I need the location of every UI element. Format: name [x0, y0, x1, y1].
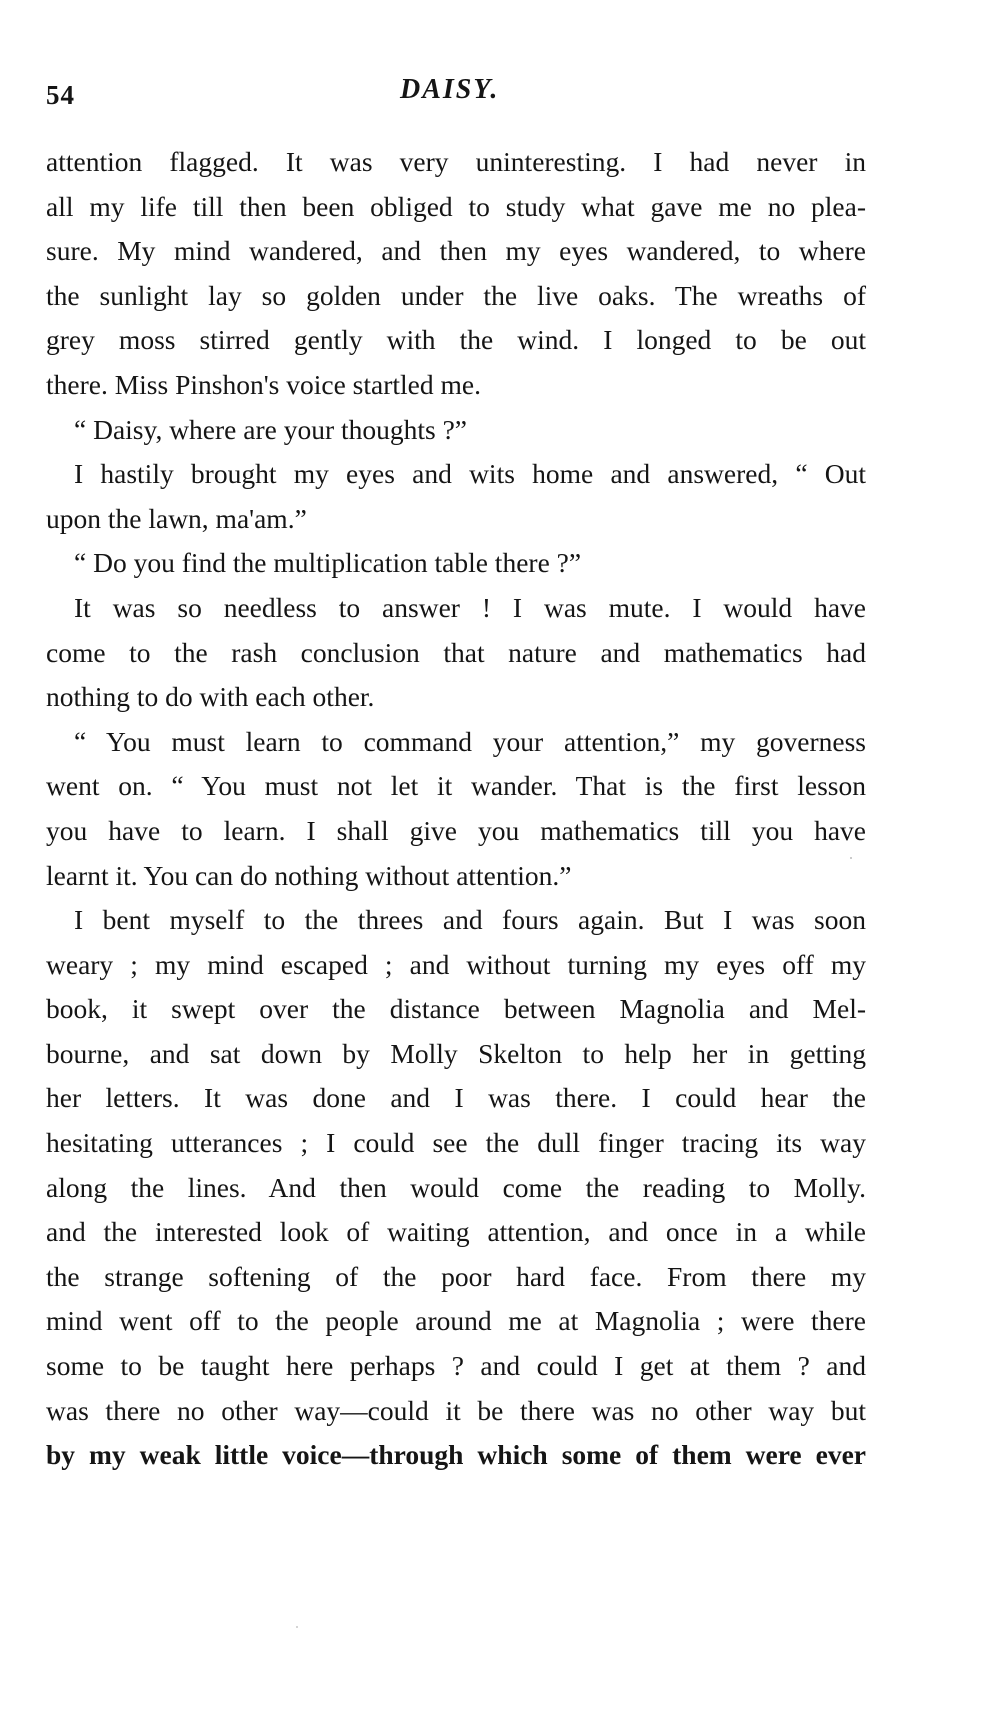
text-line: mind went off to the people around me at Magnolia ; were there: [46, 1305, 866, 1337]
text-line: “ Daisy, where are your thoughts ?”: [74, 413, 468, 445]
text-line: the sunlight lay so golden under the live oaks. The wreaths of: [46, 279, 866, 311]
text-line: the strange softening of the poor hard face. From there my: [46, 1260, 866, 1292]
text-line: and the interested look of waiting attention, and once in a while: [46, 1216, 866, 1248]
text-line: “ You must learn to command your attention,” my governess: [74, 725, 866, 757]
text-line: “ Do you find the multiplication table there ?”: [74, 547, 582, 579]
print-speck: [850, 857, 852, 859]
text-line: I bent myself to the threes and fours again. But I was soon: [74, 904, 866, 936]
page-number: 54: [46, 80, 75, 110]
body-text: [46, 140, 866, 1478]
text-line: book, it swept over the distance between Magnolia and Mel-: [46, 993, 866, 1025]
text-line: It was so needless to answer ! I was mute. I would have: [74, 591, 866, 623]
text-line: bourne, and sat down by Molly Skelton to help her in getting: [46, 1037, 866, 1069]
text-line: upon the lawn, ma'am.”: [46, 502, 307, 534]
text-line: all my life till then been obliged to study what gave me no plea-: [46, 190, 866, 222]
text-line: attention flagged. It was very uninteresting. I had never in: [46, 146, 866, 177]
text-line: some to be taught here perhaps ? and could I get at them ? and: [46, 1350, 866, 1382]
text-line: I hastily brought my eyes and wits home and answered, “ Out: [74, 458, 866, 490]
text-line: learnt it. You can do nothing without attention.”: [46, 859, 572, 891]
running-head: DAISY.: [400, 74, 500, 105]
text-line: by my weak little voice—through which some of them were ever: [46, 1439, 866, 1471]
page-header: [46, 74, 866, 114]
text-line: grey moss stirred gently with the wind. I longed to be out: [46, 324, 866, 356]
text-line: was there no other way—could it be there was no other way but: [46, 1394, 866, 1426]
text-line: her letters. It was done and I was there. I could hear the: [46, 1082, 866, 1114]
text-line: there. Miss Pinshon's voice startled me.: [46, 368, 481, 400]
text-line: hesitating utterances ; I could see the dull finger tracing its way: [46, 1127, 866, 1159]
text-line: nothing to do with each other.: [46, 681, 375, 713]
print-speck: [296, 1626, 298, 1628]
text-line: come to the rash conclusion that nature and mathematics had: [46, 636, 866, 668]
text-line: along the lines. And then would come the reading to Molly.: [46, 1171, 866, 1203]
text-line: weary ; my mind escaped ; and without turning my eyes off my: [46, 948, 866, 980]
text-line: you have to learn. I shall give you mathematics till you have: [46, 814, 866, 846]
text-line: sure. My mind wandered, and then my eyes wandered, to where: [46, 235, 866, 267]
text-line: went on. “ You must not let it wander. That is the first lesson: [46, 770, 866, 802]
